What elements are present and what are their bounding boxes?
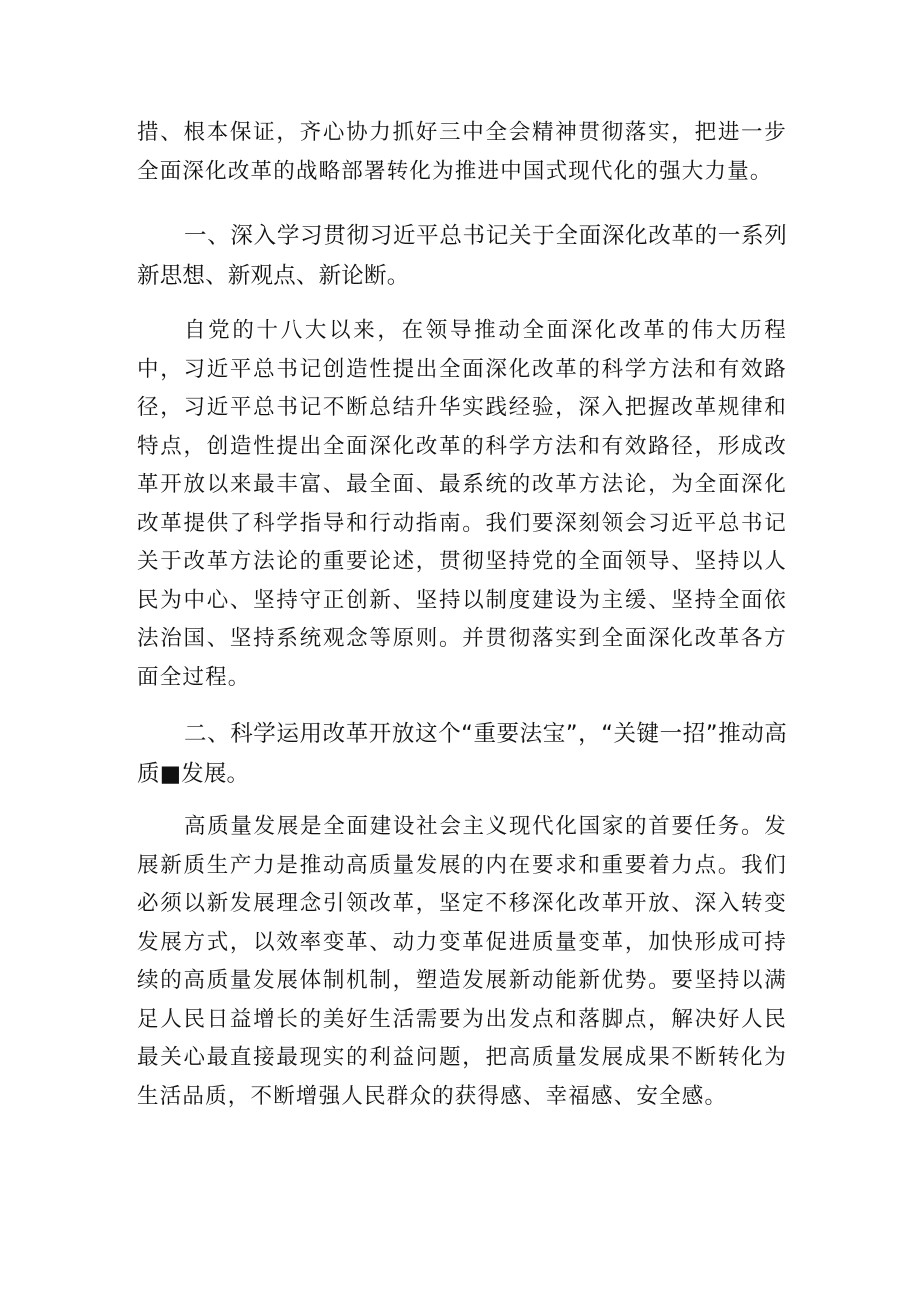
intro-paragraph: 措、根本保证，齐心协力抓好三中全会精神贯彻落实，把进一步全面深化改革的战略部署转化为推进中国式现代化的强大力量。 [137,120,787,184]
section-1-paragraph: 自党的十八大以来，在领导推动全面深化改革的伟大历程中，习近平总书记创造性提出全面深化改革的科学方法和有效路径，习近平总书记不断总结升华实践经验，深入把握改革规律和特点，创造性提出全面深化改革的科学方法和有效路径，形成改革开放以来最丰富、最全面、最系统的改革方法论，为全面深化改革提供了科学指导和行动指南。我们要深刻领会习近平总书记关于改革方法论的重要论述，贯彻坚持党的全面领导、坚持以人民为中心、坚持守正创新、坚持以制度建设为主缓、坚持全面依法治国、坚持系统观念等原则。并贯彻落实到全面深化改革各方面全过程。 [137,318,787,690]
section-2-heading: 二、科学运用改革开放这个“重要法宝”，“关键一招”推动高质■发展。 [137,721,787,787]
section-2-paragraph: 高质量发展是全面建设社会主义现代化国家的首要任务。发展新质生产力是推动高质量发展的内在要求和重要着力点。我们必须以新发展理念引领改革，坚定不移深化改革开放、深入转变发展方式，以效率变革、动力变革促进质量变革，加快形成可持续的高质量发展体制机制，塑造发展新动能新优势。要坚持以满足人民日益增长的美好生活需要为出发点和落脚点，解决好人民最关心最直接最现实的利益问题，把高质量发展成果不断转化为生活品质，不断增强人民群众的获得感、幸福感、安全感。 [137,814,787,1109]
section-1-heading: 一、深入学习贯彻习近平总书记关于全面深化改革的一系列新思想、新观点、新论断。 [137,223,787,289]
